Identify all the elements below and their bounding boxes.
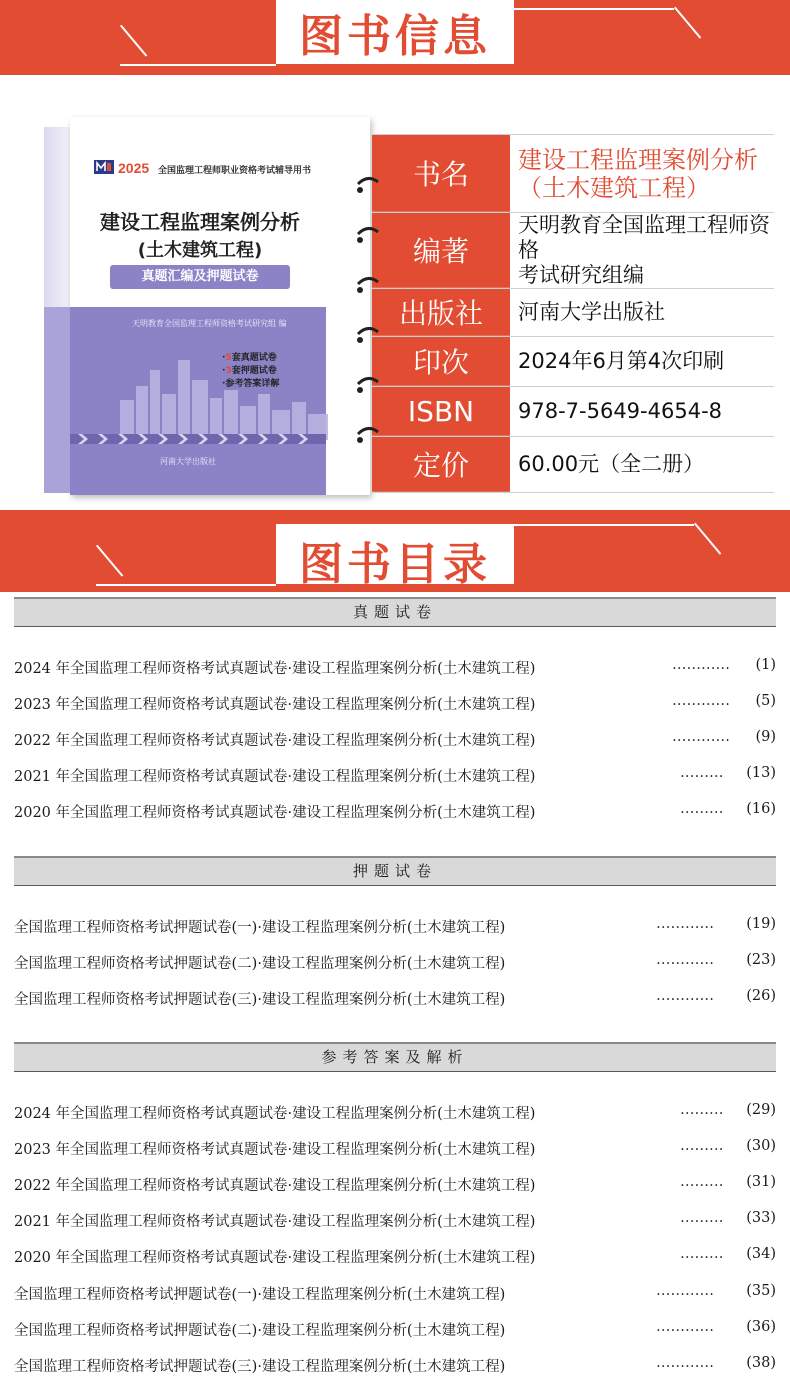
publisher-logo-icon <box>94 160 114 174</box>
toc-entry-page: (23) <box>746 952 776 968</box>
info-value: 978-7-5649-4654-8 <box>518 399 723 423</box>
banner-decoration <box>120 64 276 66</box>
toc-entry-leader: ………… <box>672 729 730 745</box>
toc-entry-leader: ……… <box>680 801 724 817</box>
banner-decoration <box>120 25 147 57</box>
toc-entry-leader: ……… <box>680 1174 724 1190</box>
toc-entry-page: (30) <box>746 1138 776 1154</box>
toc-entry-page: (19) <box>746 916 776 932</box>
toc-section-heading: 押题试卷 <box>14 856 776 886</box>
cover-publisher: 河南大学出版社 <box>160 457 216 466</box>
toc-entry <box>14 765 776 787</box>
banner-decoration <box>96 545 123 577</box>
book-info-table <box>372 134 772 494</box>
cover-feature-list <box>222 352 279 391</box>
info-row-publisher <box>372 288 774 336</box>
toc-entry-page: (33) <box>746 1210 776 1226</box>
toc-section-heading: 真题试卷 <box>14 597 776 627</box>
toc-entry-page: (1) <box>755 657 776 673</box>
banner-decoration <box>674 7 701 39</box>
toc-entry-title: 全国监理工程师资格考试押题试卷(一)·建设工程监理案例分析(土木建筑工程) <box>14 1287 506 1303</box>
info-banner-title: 图书信息 <box>299 11 491 62</box>
toc-entry-page: (36) <box>746 1319 776 1335</box>
toc-entry-page: (13) <box>746 765 776 781</box>
cover-chevron-stripe <box>70 434 326 444</box>
cover-feature-item: ·3套押题试卷 <box>222 366 277 376</box>
toc-entry <box>14 1355 776 1377</box>
toc-entry-page: (34) <box>746 1246 776 1262</box>
toc-entry <box>14 1319 776 1341</box>
toc-entry-page: (16) <box>746 801 776 817</box>
cover-author: 天明教育全国监理工程师资格考试研究组 编 <box>132 319 287 328</box>
toc-entry-title: 全国监理工程师资格考试押题试卷(一)·建设工程监理案例分析(土木建筑工程) <box>14 920 506 936</box>
info-key: 书名 <box>372 135 510 212</box>
info-row-printing <box>372 336 774 386</box>
toc-entry-page: (35) <box>746 1283 776 1299</box>
info-row-title <box>372 134 774 212</box>
toc-entry-page: (26) <box>746 988 776 1004</box>
toc-entry-title: 2023 年全国监理工程师资格考试真题试卷·建设工程监理案例分析(土木建筑工程) <box>14 1142 536 1158</box>
toc-entry-leader: ……… <box>680 1210 724 1226</box>
info-row-isbn <box>372 386 774 436</box>
toc-entry-page: (9) <box>755 729 776 745</box>
toc-entry <box>14 1246 776 1268</box>
toc-entry-title: 2021 年全国监理工程师资格考试真题试卷·建设工程监理案例分析(土木建筑工程) <box>14 1214 536 1230</box>
toc-entry-title: 全国监理工程师资格考试押题试卷(二)·建设工程监理案例分析(土木建筑工程) <box>14 956 506 972</box>
info-key: 印次 <box>372 337 510 386</box>
banner-decoration <box>96 584 276 586</box>
cover-title: 建设工程监理案例分析 <box>100 210 300 234</box>
toc-entry-title: 2023 年全国监理工程师资格考试真题试卷·建设工程监理案例分析(土木建筑工程) <box>14 697 536 713</box>
info-key: 出版社 <box>372 289 510 336</box>
toc-entry-title: 2024 年全国监理工程师资格考试真题试卷·建设工程监理案例分析(土木建筑工程) <box>14 1106 536 1122</box>
info-value: 2024年6月第4次印刷 <box>518 349 725 373</box>
toc-entry-page: (38) <box>746 1355 776 1371</box>
info-value: 60.00元（全二册） <box>518 452 705 476</box>
toc-entry-leader: ………… <box>656 916 714 932</box>
toc-entry-title: 2022 年全国监理工程师资格考试真题试卷·建设工程监理案例分析(土木建筑工程) <box>14 733 536 749</box>
cover-subtitle-discipline: (土木建筑工程) <box>137 240 263 261</box>
toc-entry <box>14 988 776 1010</box>
toc-entry-page: (5) <box>755 693 776 709</box>
cover-feature-item: ·参考答案详解 <box>222 379 280 389</box>
toc-entry-leader: ………… <box>656 1355 714 1371</box>
banner-title-plate <box>276 0 514 64</box>
toc-entry <box>14 657 776 679</box>
info-key: 编著 <box>372 213 510 288</box>
cover-year: 2025 <box>118 160 150 176</box>
toc-entry <box>14 1174 776 1196</box>
toc-entry-title: 2024 年全国监理工程师资格考试真题试卷·建设工程监理案例分析(土木建筑工程) <box>14 661 536 677</box>
toc-entry-leader: ……… <box>680 1102 724 1118</box>
toc-entry-leader: ………… <box>672 693 730 709</box>
toc-entry-leader: ………… <box>656 1319 714 1335</box>
toc-entry <box>14 1138 776 1160</box>
toc-banner-title: 图书目录 <box>299 539 491 590</box>
toc-entry-leader: ………… <box>656 988 714 1004</box>
toc-entry-title: 全国监理工程师资格考试押题试卷(三)·建设工程监理案例分析(土木建筑工程) <box>14 992 506 1008</box>
cover-subtitle-bar: 真题汇编及押题试卷 <box>110 265 290 289</box>
toc-entry-page: (31) <box>746 1174 776 1190</box>
info-key: 定价 <box>372 437 510 492</box>
info-key: ISBN <box>372 387 510 436</box>
info-value: 天明教育全国监理工程师资格 考试研究组编 <box>518 213 770 287</box>
toc-entry-leader: ………… <box>656 952 714 968</box>
binder-rings-icon <box>354 134 384 494</box>
banner-decoration <box>514 8 674 10</box>
info-banner <box>0 0 790 75</box>
cover-series: 全国监理工程师职业资格考试辅导用书 <box>158 166 312 176</box>
cover-feature-item: ·5套真题试卷 <box>222 353 277 363</box>
info-value: 建设工程监理案例分析 （土木建筑工程） <box>518 145 758 202</box>
toc-entry <box>14 1210 776 1232</box>
toc-entry <box>14 1102 776 1124</box>
toc-entry-title: 2022 年全国监理工程师资格考试真题试卷·建设工程监理案例分析(土木建筑工程) <box>14 1178 536 1194</box>
toc-entry-leader: ………… <box>656 1283 714 1299</box>
toc-entry-leader: ……… <box>680 765 724 781</box>
toc-banner <box>0 510 790 592</box>
spine-purple-panel <box>44 307 70 493</box>
info-value: 河南大学出版社 <box>518 300 665 324</box>
toc-entry-title: 全国监理工程师资格考试押题试卷(三)·建设工程监理案例分析(土木建筑工程) <box>14 1359 506 1375</box>
info-table-bottom-rule <box>372 492 774 493</box>
toc-entry <box>14 693 776 715</box>
info-row-author <box>372 212 774 288</box>
toc-entry <box>14 952 776 974</box>
toc-entry-leader: ………… <box>672 657 730 673</box>
toc-entry-leader: ……… <box>680 1138 724 1154</box>
toc-entry <box>14 916 776 938</box>
toc-entry-leader: ……… <box>680 1246 724 1262</box>
info-row-price <box>372 436 774 492</box>
banner-decoration <box>514 524 694 526</box>
toc-entry <box>14 729 776 751</box>
toc-entry <box>14 1283 776 1305</box>
toc-section-heading: 参考答案及解析 <box>14 1042 776 1072</box>
toc-entry-title: 2021 年全国监理工程师资格考试真题试卷·建设工程监理案例分析(土木建筑工程) <box>14 769 536 785</box>
toc-entry-page: (29) <box>746 1102 776 1118</box>
toc-entry <box>14 801 776 823</box>
toc-entry-title: 2020 年全国监理工程师资格考试真题试卷·建设工程监理案例分析(土木建筑工程) <box>14 1250 536 1266</box>
toc-entry-title: 2020 年全国监理工程师资格考试真题试卷·建设工程监理案例分析(土木建筑工程) <box>14 805 536 821</box>
banner-title-plate <box>276 524 514 590</box>
toc-entry-title: 全国监理工程师资格考试押题试卷(二)·建设工程监理案例分析(土木建筑工程) <box>14 1323 506 1339</box>
banner-decoration <box>694 523 721 555</box>
